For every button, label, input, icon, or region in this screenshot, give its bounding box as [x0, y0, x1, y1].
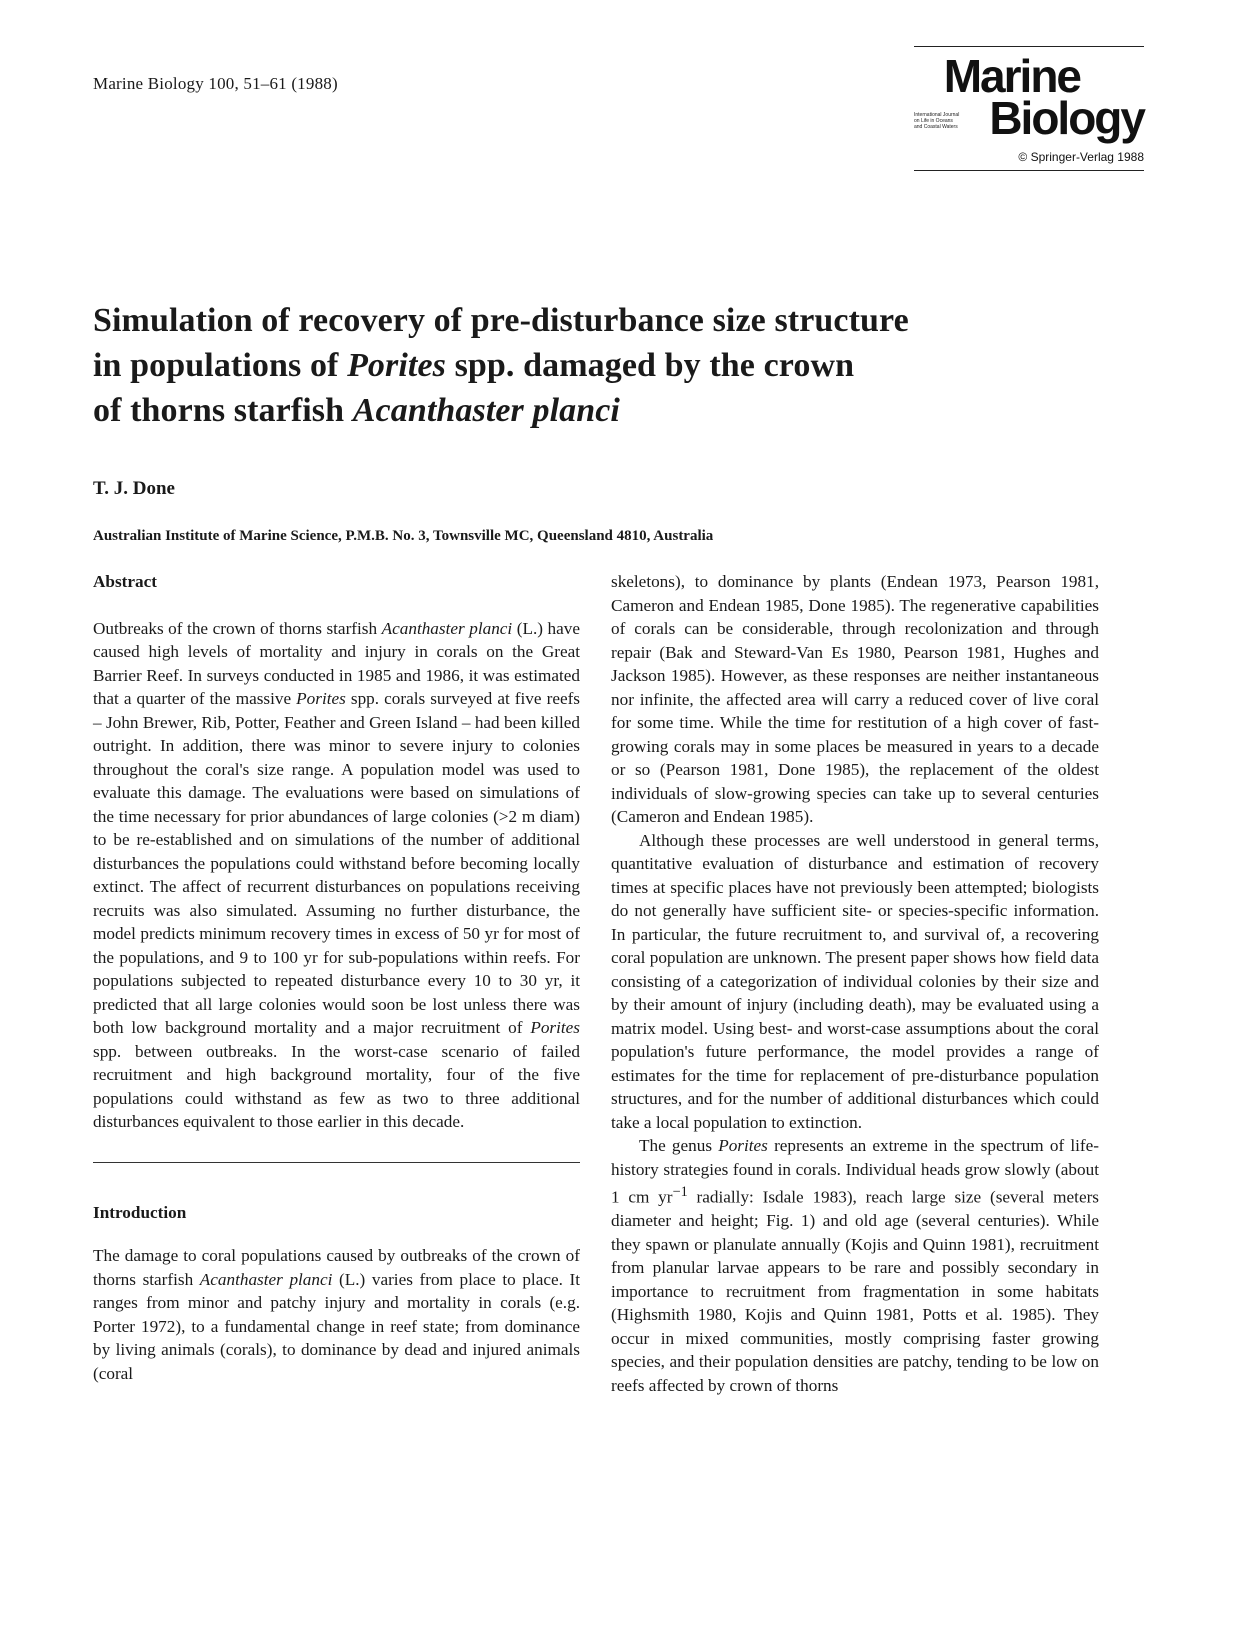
abstract-text: Outbreaks of the crown of thorns starfish	[93, 618, 382, 638]
introduction-body	[93, 1244, 580, 1385]
journal-logo	[914, 46, 1144, 174]
logo-top-rule	[914, 46, 1144, 47]
title-text: in populations of	[93, 347, 348, 384]
intro-paragraph-continued: skeletons), to dominance by plants (Endean 1973, Pearson 1981, Cameron and Endean 1985, Done 1985). The regenerative capabilities of corals can be considerable, through recolonization and through repair (Bak and Steward-Van Es 1980, Pearson 1981, Hughes and Jackson 1985). However, as these responses are neither instantaneous nor infinite, the affected area will carry a reduced cover of live coral for some time. While the time for restitution of a high cover of fast-growing corals may in some places be measured in years to a decade or so (Pearson 1981, Done 1985), the replacement of the oldest individuals of slow-growing species can take up to several centuries (Cameron and Endean 1985).	[611, 572, 1099, 826]
intro-paragraph-2: Although these processes are well understood in general terms, quantitative evaluation of disturbance and estimation of recovery times at specific places have not previously been attempted; biologists do not generally have sufficient site- or species-specific information. In particular, the future recruitment to, and survival of, a recovering coral population are unknown. The present paper shows how field data consisting of a categorization of individual colonies by their size and by their amount of injury (including death), may be evaluated using a matrix model. Using best- and worst-case assumptions about the coral population's future performance, the model provides a range of estimates for the time for replacement of pre-disturbance population structures, and for the number of additional disturbances which could take a local population to extinction.	[611, 830, 1099, 1132]
author-name: T. J. Done	[93, 478, 175, 499]
logo-tagline-line: and Coastal Waters	[914, 124, 958, 130]
intro-text: represents an extreme in the spectrum of life-history strategies found in corals. Individual heads grow slowly (about 1 cm yr	[611, 1136, 1099, 1207]
intro-text: radially: Isdale 1983), reach large size (several meters diameter and height; Fig. 1) and old age (several centuries). While they spawn or planulate annually (Kojis and Quinn 1981), recruitment from planular larvae appears to be rare and possibly secondary in importance to recruitment from fragmentation in some habitats (Highsmith 1980, Kojis and Quinn 1981, Potts et al. 1985). They occur in mixed communities, mostly comprising faster growing species, and their population densities are patchy, tending to be low on reefs affected by crown of thorns	[611, 1187, 1099, 1395]
abstract-heading: Abstract	[93, 572, 157, 591]
title-line-2	[93, 343, 953, 388]
intro-text: The genus	[639, 1136, 719, 1155]
intro-genus: Porites	[718, 1136, 768, 1155]
intro-paragraph-3	[611, 1134, 1099, 1397]
abstract-text: spp. corals surveyed at five reefs – John Brewer, Rib, Potter, Feather and Green Island – had been killed outright. In addition, there was minor to severe injury to colonies throughout the coral's size range. A population model was used to evaluate this damage. The evaluations were based on simulations of the time necessary for prior abundances of large colonies (>2 m diam) to be re-established and on simulations of the number of additional disturbances the populations could withstand before becoming locally extinct. The affect of recurrent disturbances on populations receiving recruits was also simulated. Assuming no further disturbance, the model predicts minimum recovery times in excess of 50 yr for most of the populations, and 9 to 100 yr for sub-populations within reefs. For populations subjected to repeated disturbance every 10 to 30 yr, it predicted that all large colonies would soon be lost unless there was both low background mortality and a major recruitment of	[93, 689, 580, 1037]
title-line-3	[93, 388, 953, 433]
paper-title	[93, 298, 953, 433]
title-species: Acanthaster planci	[352, 392, 620, 429]
logo-bottom-rule	[914, 170, 1144, 171]
abstract-body	[93, 617, 580, 1134]
logo-tagline-line: on Life in Oceans	[914, 118, 953, 124]
title-line-1: Simulation of recovery of pre-disturbance size structure	[93, 302, 909, 339]
title-text: of thorns starfish	[93, 392, 353, 429]
abstract-species: Acanthaster planci	[381, 618, 513, 638]
abstract-genus: Porites	[296, 689, 346, 708]
abstract-text: spp. between outbreaks. In the worst-case scenario of failed recruitment and high background mortality, four of the five populations could withstand as few as two to three additional disturbances equivalent to those earlier in this decade.	[93, 1041, 580, 1131]
title-genus: Porites	[347, 347, 446, 384]
logo-word-marine: Marine	[943, 50, 1080, 102]
intro-text: (L.) varies from place to place. It ranges from minor and patchy injury and mortality in corals (e.g. Porter 1972), to a fundamental change in reef state; from dominance by living animals (corals), to dominance by dead and injured animals (coral	[93, 1269, 580, 1383]
publisher-copyright: © Springer-Verlag 1988	[1018, 150, 1144, 164]
intro-text: The damage to coral populations caused by outbreaks of the crown of thorns starfish	[93, 1246, 580, 1289]
abstract-text: (L.) have caused high levels of mortality and injury in corals on the Great Barrier Reef. In surveys conducted in 1985 and 1986, it was estimated that a quarter of the massive	[93, 618, 580, 708]
intro-species: Acanthaster planci	[199, 1269, 333, 1289]
author-affiliation: Australian Institute of Marine Science, P.M.B. No. 3, Townsville MC, Queensland 4810, Australia	[93, 528, 714, 544]
journal-citation: Marine Biology 100, 51–61 (1988)	[93, 74, 338, 93]
abstract-genus: Porites	[530, 1018, 580, 1037]
logo-word-biology: Biology	[989, 92, 1144, 144]
right-column	[611, 570, 1099, 1397]
left-column	[93, 570, 580, 1385]
unit-exponent: −1	[672, 1184, 688, 1200]
logo-tagline	[914, 112, 992, 130]
title-text: spp. damaged by the crown	[445, 347, 855, 384]
introduction-heading: Introduction	[93, 1202, 187, 1222]
logo-tagline-line: International Journal	[914, 112, 960, 118]
